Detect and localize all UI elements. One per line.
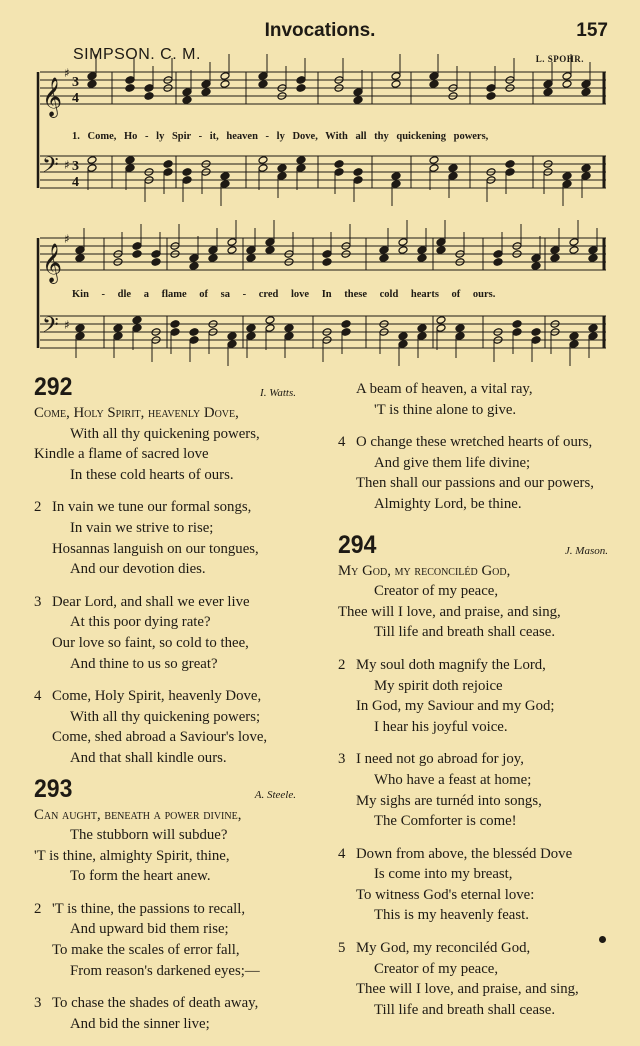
page-title: Invocations. [264, 20, 376, 41]
verse-line [338, 770, 608, 791]
note-head [493, 250, 503, 259]
verse-line-text: And bid the sinner live; [70, 1015, 210, 1032]
verse-line-text: My sighs are turnéd into songs, [356, 792, 542, 809]
time-signature-top: 3 [72, 75, 79, 90]
note-head [296, 164, 306, 173]
verse-line [34, 444, 296, 465]
verse-line-text: At this poor dying rate? [70, 614, 211, 631]
note-head [113, 324, 123, 333]
note-head [75, 324, 85, 333]
time-signature-bottom: 4 [72, 175, 79, 190]
note-head [227, 238, 237, 247]
verse-line-text: Hosannas languish on our tongues, [52, 540, 259, 557]
note-head [391, 80, 401, 89]
note-head [113, 332, 123, 341]
note-head [391, 180, 401, 189]
hymn-author: J. Mason. [564, 544, 608, 557]
verse-number: 2 [34, 900, 42, 917]
note-head [258, 72, 268, 81]
note-head [265, 324, 275, 333]
hymn-author: A. Steele. [254, 788, 296, 801]
verse-line [34, 497, 296, 518]
note-head [531, 254, 541, 263]
note-head [258, 80, 268, 89]
note-head [505, 160, 515, 169]
note-head [448, 172, 458, 181]
note-head [182, 88, 192, 97]
tune-name: SIMPSON. C. M. [73, 46, 201, 63]
note-head [208, 254, 218, 263]
note-head [277, 164, 287, 173]
note-head [322, 258, 332, 267]
note-head [182, 168, 192, 177]
note-head [512, 320, 522, 329]
note-head [182, 176, 192, 185]
note-head [562, 180, 572, 189]
note-head [144, 92, 154, 101]
note-head [163, 160, 173, 169]
note-head [543, 88, 553, 97]
note-head [265, 316, 275, 325]
verse-line-text: And upward bid them rise; [70, 921, 229, 938]
note-head [208, 246, 218, 255]
note-head [353, 176, 363, 185]
verse-number: 3 [34, 593, 42, 610]
verse-continuation [338, 379, 608, 420]
verse-line-text: 'T is thine, almighty Spirit, thine, [34, 847, 230, 864]
note-head [132, 250, 142, 259]
note-head [455, 324, 465, 333]
verse-line-text: The stubborn will subdue? [70, 827, 228, 844]
note-head [379, 246, 389, 255]
verse-line [338, 379, 608, 400]
note-head [334, 160, 344, 169]
verse-line [338, 561, 608, 582]
note-head [417, 324, 427, 333]
page-number: 157 [576, 20, 608, 41]
verse-number: 2 [338, 656, 346, 673]
note-head [132, 324, 142, 333]
note-head [391, 72, 401, 81]
verse-line-text: To chase the shades of death away, [52, 995, 259, 1012]
note-head [246, 324, 256, 333]
note-head [581, 80, 591, 89]
verse-line-text: Come, shed abroad a Saviour's love, [52, 729, 268, 746]
verse-line-text: My soul doth magnify the Lord, [356, 656, 546, 673]
note-head [543, 80, 553, 89]
note-head [486, 84, 496, 93]
verse-line-text: Creator of my peace, [374, 583, 499, 600]
tune-lyrics-line-1: 1. Come, Ho - ly Spir - it, heaven - ly Dove, With all thy quickening powers, [72, 131, 489, 142]
verse-line [338, 717, 608, 738]
verse-line [338, 696, 608, 717]
verse-line [338, 453, 608, 474]
verse-line [34, 1014, 296, 1035]
note-head [436, 316, 446, 325]
note-head [201, 80, 211, 89]
verse-line [338, 844, 608, 865]
note-head [353, 88, 363, 97]
verse-number: 4 [338, 434, 346, 451]
note-head [429, 156, 439, 165]
note-head [132, 242, 142, 251]
note-head [588, 332, 598, 341]
note-head [125, 84, 135, 93]
note-head [334, 168, 344, 177]
note-head [562, 172, 572, 181]
verse-line-text: The Comforter is come! [374, 813, 517, 830]
note-head [379, 254, 389, 263]
verse-line-text: Kindle a flame of sacred love [34, 446, 209, 463]
verse-line-text: To witness God's eternal love: [356, 886, 535, 903]
note-head [151, 250, 161, 259]
verse-line [338, 791, 608, 812]
note-head [75, 332, 85, 341]
verse-line-text: Who have a feast at home; [374, 771, 532, 788]
verse [338, 655, 608, 737]
note-head [87, 72, 97, 81]
bass-clef-icon: 𝄢 [42, 313, 59, 343]
note-head [189, 328, 199, 337]
note-head [417, 332, 427, 341]
verse-line [34, 633, 296, 654]
verse [34, 686, 296, 768]
verse-line [34, 403, 296, 424]
tune-composer: L. SPOHR. [535, 54, 584, 64]
verse-line [338, 676, 608, 697]
verse-line-text: My God, my reconciléd God, [356, 940, 531, 957]
verse [34, 592, 296, 674]
verse-line [34, 707, 296, 728]
verse-line-text: O change these wretched hearts of ours, [356, 434, 593, 451]
verse-line-text: A beam of heaven, a vital ray, [356, 381, 533, 397]
verse-line [338, 494, 608, 515]
verse [338, 938, 608, 1020]
verse-line [34, 846, 296, 867]
verse-line [34, 727, 296, 748]
verse [338, 844, 608, 926]
verse-line-text: Thee will I love, and praise, and sing, [356, 981, 579, 998]
verse-number: 5 [338, 940, 346, 957]
note-head [220, 72, 230, 81]
note-head [448, 164, 458, 173]
note-head [581, 88, 591, 97]
note-head [322, 250, 332, 259]
note-head [296, 156, 306, 165]
note-head [341, 320, 351, 329]
note-head [550, 246, 560, 255]
verse-line [338, 400, 608, 421]
note-head [220, 172, 230, 181]
verse-line-text: And our devotion dies. [70, 561, 206, 578]
note-head [284, 324, 294, 333]
note-head [398, 246, 408, 255]
verse-line [338, 622, 608, 643]
verse-line [338, 432, 608, 453]
note-head [588, 254, 598, 263]
verse-line-text: Down from above, the blesséd Dove [356, 845, 573, 862]
verse [34, 805, 296, 887]
note-head [170, 320, 180, 329]
verse-line [34, 654, 296, 675]
time-signature-top: 3 [72, 159, 79, 174]
note-head [398, 332, 408, 341]
note-head [265, 238, 275, 247]
note-head [398, 340, 408, 349]
verse-line-text: From reason's darkened eyes;— [70, 962, 260, 979]
note-head [436, 324, 446, 333]
verse-line [34, 539, 296, 560]
verse [34, 497, 296, 579]
note-head [417, 246, 427, 255]
note-head [512, 328, 522, 337]
verse-line [34, 559, 296, 580]
note-head [569, 332, 579, 341]
note-head [284, 332, 294, 341]
verse [34, 403, 296, 485]
note-head [277, 172, 287, 181]
verse-line-text: Till life and breath shall cease. [374, 624, 556, 641]
note-head [429, 80, 439, 89]
music-score [0, 0, 640, 380]
verse-line [34, 961, 296, 982]
verse-number: 3 [338, 751, 346, 768]
bass-clef-icon: 𝄢 [42, 153, 59, 183]
verse-number: 4 [338, 845, 346, 862]
note-head [125, 164, 135, 173]
sharp-icon: ♯ [64, 318, 70, 332]
note-head [75, 246, 85, 255]
note-head [455, 332, 465, 341]
note-head [151, 258, 161, 267]
verse-line [338, 885, 608, 906]
verse-line [34, 940, 296, 961]
note-head [246, 254, 256, 263]
verse-line-text: To make the scales of error fall, [52, 942, 240, 959]
note-head [132, 316, 142, 325]
note-head [531, 262, 541, 271]
verse-line-text: In these cold hearts of ours. [70, 466, 234, 483]
page-mark [599, 936, 606, 943]
verse-line [338, 473, 608, 494]
note-head [562, 80, 572, 89]
verse-line-text: In vain we strive to rise; [70, 519, 214, 536]
note-head [436, 238, 446, 247]
note-head [182, 96, 192, 105]
note-head [189, 336, 199, 345]
verse-line-text: To form the heart anew. [70, 868, 211, 885]
note-head [493, 258, 503, 267]
verse-line [34, 993, 296, 1014]
verse-line [338, 655, 608, 676]
verse-line-text: Dear Lord, and shall we ever live [52, 593, 250, 610]
note-head [353, 96, 363, 105]
note-head [550, 254, 560, 263]
note-head [189, 254, 199, 263]
verse-line [34, 424, 296, 445]
note-head [189, 262, 199, 271]
note-head [87, 156, 97, 165]
verse-line-text: Can aught, beneath a power divine, [34, 806, 242, 823]
verse-line-text: Then shall our passions and our powers, [356, 475, 594, 492]
verse [34, 899, 296, 981]
verse-line-text: I hear his joyful voice. [374, 718, 508, 735]
hymn-293 [34, 774, 296, 1035]
verse-line-text: Is come into my breast, [374, 866, 513, 883]
verse-line-text: Our love so faint, so cold to thee, [52, 634, 249, 651]
note-head [562, 72, 572, 81]
note-head [436, 246, 446, 255]
note-head [569, 246, 579, 255]
verse-line [34, 465, 296, 486]
treble-clef-icon: 𝄞 [42, 243, 63, 283]
verse-line [34, 825, 296, 846]
time-signature-bottom: 4 [72, 91, 79, 106]
note-head [341, 328, 351, 337]
hymn-294 [338, 530, 608, 1021]
note-head [87, 164, 97, 173]
treble-clef-icon: 𝄞 [42, 77, 63, 117]
hymn-number: 292 [34, 373, 73, 401]
verse-line [34, 518, 296, 539]
verse-line-text: And give them life divine; [374, 454, 531, 471]
verse-line-text: 'T is thine, the passions to recall, [52, 900, 246, 917]
verse-line [338, 602, 608, 623]
verse [338, 432, 608, 514]
tune-lyrics-line-2: Kin - dle a flame of sa - cred love In these cold hearts of ours. [72, 289, 496, 300]
note-head [531, 336, 541, 345]
verse-line [34, 686, 296, 707]
verse-line [338, 864, 608, 885]
verse-line-text: This is my heavenly feast. [374, 907, 529, 924]
hymn-number: 294 [338, 530, 377, 559]
verse-line-text: Come, Holy Spirit, heavenly Dove, [34, 405, 239, 421]
verse [338, 561, 608, 643]
note-head [170, 328, 180, 337]
hymn-author: I. Watts. [260, 387, 296, 399]
verse [34, 993, 296, 1034]
note-head [505, 168, 515, 177]
note-head [581, 164, 591, 173]
verse-number: 4 [34, 688, 42, 705]
sharp-icon: ♯ [64, 66, 70, 80]
hymn-number: 293 [34, 774, 73, 803]
right-column [338, 379, 608, 1032]
verse-line [338, 749, 608, 770]
verse-line-text: Till life and breath shall cease. [374, 1001, 556, 1018]
verse-line [338, 938, 608, 959]
note-head [227, 332, 237, 341]
verse-line [338, 811, 608, 832]
verse-line-text: Come, Holy Spirit, heavenly Dove, [52, 688, 262, 705]
left-column [34, 373, 296, 1046]
note-head [588, 324, 598, 333]
verse-number: 2 [34, 499, 42, 516]
note-head [125, 156, 135, 165]
verse-line-text: And that shall kindle ours. [70, 749, 227, 766]
note-head [201, 88, 211, 97]
verse-line [338, 979, 608, 1000]
note-head [353, 168, 363, 177]
note-head [220, 180, 230, 189]
verse-line [338, 905, 608, 926]
verse-line [338, 959, 608, 980]
note-head [429, 72, 439, 81]
note-head [258, 164, 268, 173]
verse-line-text: With all thy quickening powers, [70, 425, 260, 442]
note-head [265, 246, 275, 255]
note-head [429, 164, 439, 173]
verse-line-text: I need not go abroad for joy, [356, 751, 524, 768]
note-head [227, 340, 237, 349]
verse-line [338, 581, 608, 602]
note-head [163, 168, 173, 177]
verse-line [34, 866, 296, 887]
note-head [531, 328, 541, 337]
verse-line-text: And thine to us so great? [70, 655, 218, 672]
note-head [569, 340, 579, 349]
verse-line-text: My God, my reconciléd God, [338, 562, 511, 579]
note-head [75, 254, 85, 263]
sharp-icon: ♯ [64, 158, 70, 172]
note-head [227, 246, 237, 255]
note-head [296, 76, 306, 85]
verse-line [34, 919, 296, 940]
verse-line [34, 805, 296, 826]
sharp-icon: ♯ [64, 232, 70, 246]
note-head [258, 156, 268, 165]
note-head [569, 238, 579, 247]
note-head [144, 84, 154, 93]
note-head [398, 238, 408, 247]
note-head [391, 172, 401, 181]
verse-line [338, 1000, 608, 1021]
note-head [220, 80, 230, 89]
verse-line-text: Thee will I love, and praise, and sing, [338, 603, 561, 620]
verse-line [34, 592, 296, 613]
verse-line [34, 899, 296, 920]
verse-line-text: In God, my Saviour and my God; [356, 698, 555, 715]
verse-line-text: 'T is thine alone to give. [374, 401, 517, 418]
verse-line-text: Almighty Lord, be thine. [374, 495, 522, 512]
note-head [581, 172, 591, 181]
hymn-292 [34, 373, 296, 769]
verse [338, 749, 608, 831]
note-head [246, 246, 256, 255]
verse-line-text: In vain we tune our formal songs, [52, 499, 252, 516]
verse-line [34, 612, 296, 633]
verse-line [34, 748, 296, 769]
verse-line-text: Creator of my peace, [374, 960, 499, 977]
note-head [417, 254, 427, 263]
note-head [296, 84, 306, 93]
note-head [125, 76, 135, 85]
verse-line-text: My spirit doth rejoice [374, 677, 503, 694]
verse-line-text: With all thy quickening powers; [70, 708, 261, 725]
note-head [486, 92, 496, 101]
verse-number: 3 [34, 995, 42, 1012]
note-head [588, 246, 598, 255]
note-head [87, 80, 97, 89]
note-head [246, 332, 256, 341]
